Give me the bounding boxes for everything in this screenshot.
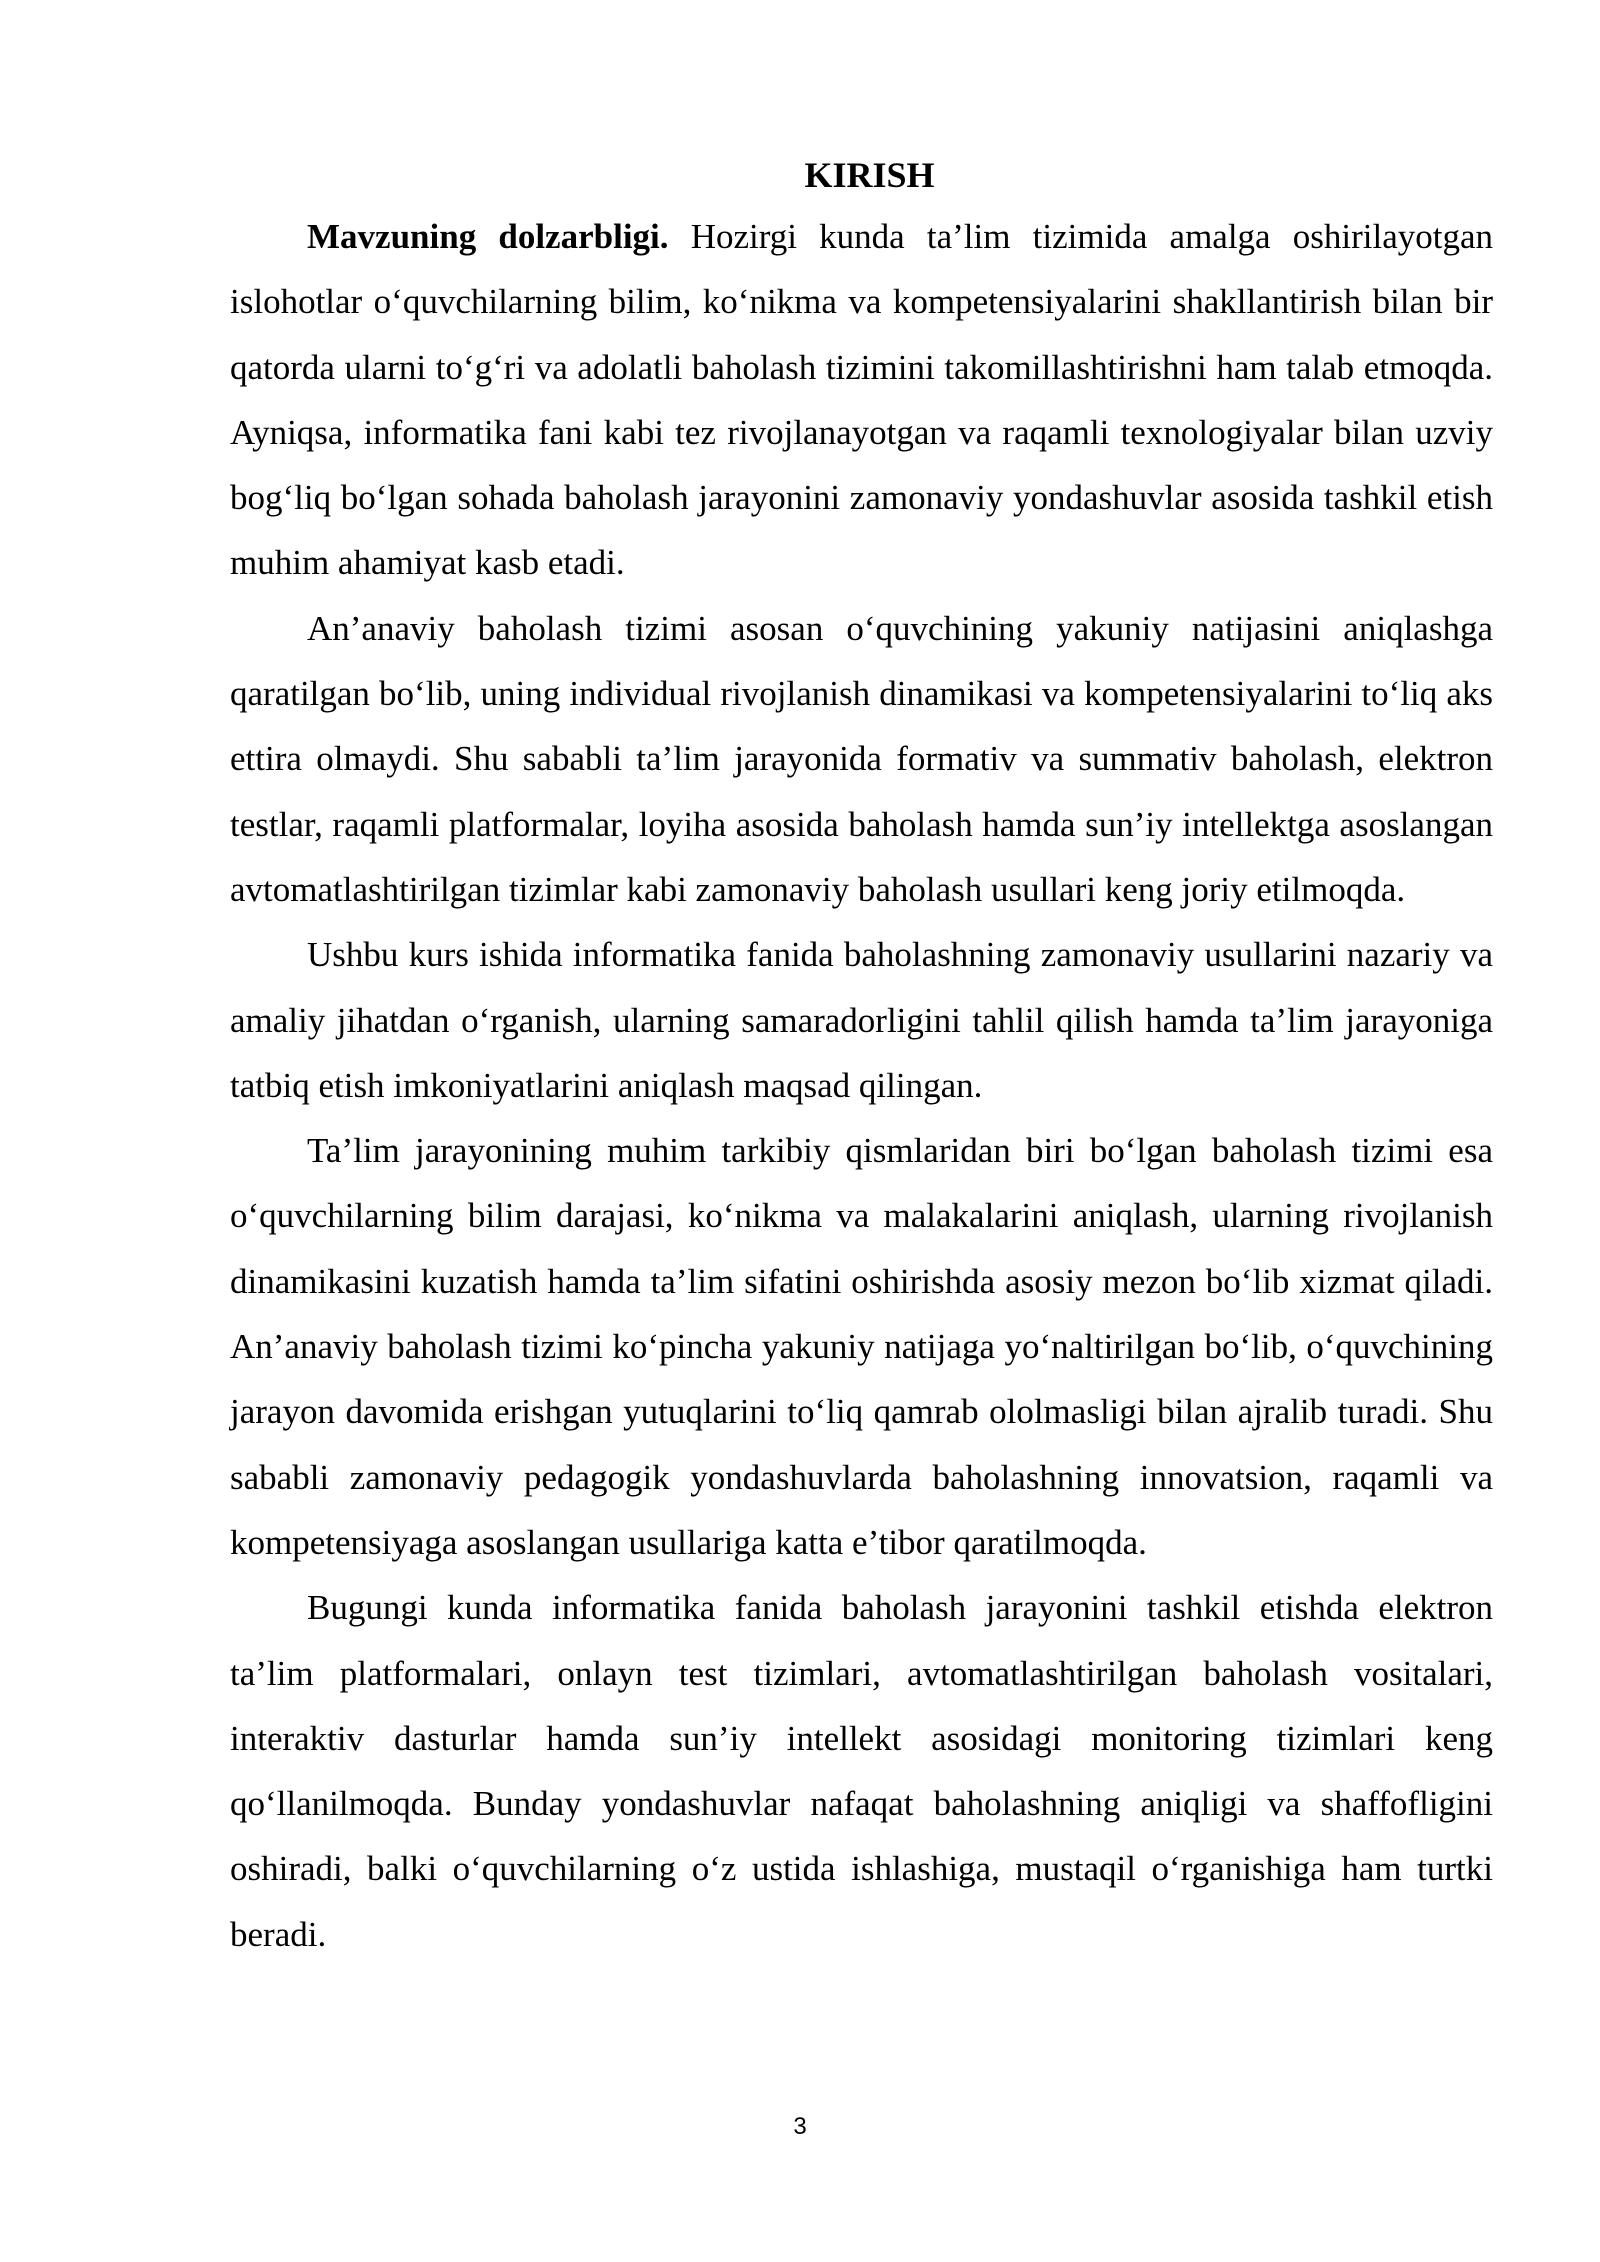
page-number: 3 bbox=[793, 2113, 807, 2140]
paragraph-relevance bbox=[230, 204, 1493, 596]
paragraph-modern-tools: Bugungi kunda informatika fanida baholash jarayonini tashkil etishda elektron ta’lim platformalari, onlayn test tizimlari, avtomatlashtirilgan baholash vositalari, interaktiv dasturlar hamda sun’iy intellekt asosidagi monitoring tizimlari keng qo‘llanilmoqda. Bunday yondashuvlar nafaqat baholashning aniqligi va shaffofligini oshiradi, balki o‘quvchilarning o‘z ustida ishlashiga, mustaqil o‘rganishiga ham turtki beradi. bbox=[230, 1588, 1493, 1954]
paragraph-traditional-assessment: An’anaviy baholash tizimi asosan o‘quvchining yakuniy natijasini aniqlashga qaratilgan bo‘lib, uning individual rivojlanish dinamikasi va kompetensiyalarini to‘liq aks ettira olmaydi. Shu sababli ta’lim jarayonida formativ va summativ baholash, elektron testlar, raqamli platformalar, loyiha asosida baholash hamda sun’iy intellektga asoslangan avtomatlashtirilgan tizimlar kabi zamonaviy baholash usullari keng joriy etilmoqda. bbox=[230, 608, 1493, 909]
paragraph-text: Hozirgi kunda ta’lim tizimida amalga oshirilayotgan islohotlar o‘quvchilarning bilim, ko‘nikma va kompetensiyalarini shakllantirish bilan bir qatorda ularni to‘g‘ri va adolatli baholash tizimini takomillashtirishni ham talab etmoqda. Ayniqsa, informatika fani kabi tez rivojlanayotgan va raqamli texnologiyalar bilan uzviy bog‘liq bo‘lgan sohada baholash jarayonini zamonaviy yondashuvlar asosida tashkil etish muhim ahamiyat kasb etadi. bbox=[230, 217, 1494, 583]
document-page bbox=[230, 150, 1493, 1967]
section-heading: KIRISH bbox=[804, 155, 935, 195]
paragraph-lead: Mavzuning dolzarbligi. bbox=[307, 217, 669, 256]
paragraph-course-aim: Ushbu kurs ishida informatika fanida baholashning zamonaviy usullarini nazariy va amaliy jihatdan o‘rganish, ularning samaradorligini tahlil qilish hamda ta’lim jarayoniga tatbiq etish imkoniyatlarini aniqlash maqsad qilingan. bbox=[230, 935, 1493, 1105]
paragraph-assessment-system: Ta’lim jarayonining muhim tarkibiy qismlaridan biri bo‘lgan baholash tizimi esa o‘quvchilarning bilim darajasi, ko‘nikma va malakalarini aniqlash, ularning rivojlanish dinamikasini kuzatish hamda ta’lim sifatini oshirishda asosiy mezon bo‘lib xizmat qiladi. An’anaviy baholash tizimi ko‘pincha yakuniy natijaga yo‘naltirilgan bo‘lib, o‘quvchining jarayon davomida erishgan yutuqlarini to‘liq qamrab ololmasligi bilan ajralib turadi. Shu sababli zamonaviy pedagogik yondashuvlarda baholashning innovatsion, raqamli va kompetensiyaga asoslangan usullariga katta e’tibor qaratilmoqda. bbox=[230, 1131, 1493, 1562]
